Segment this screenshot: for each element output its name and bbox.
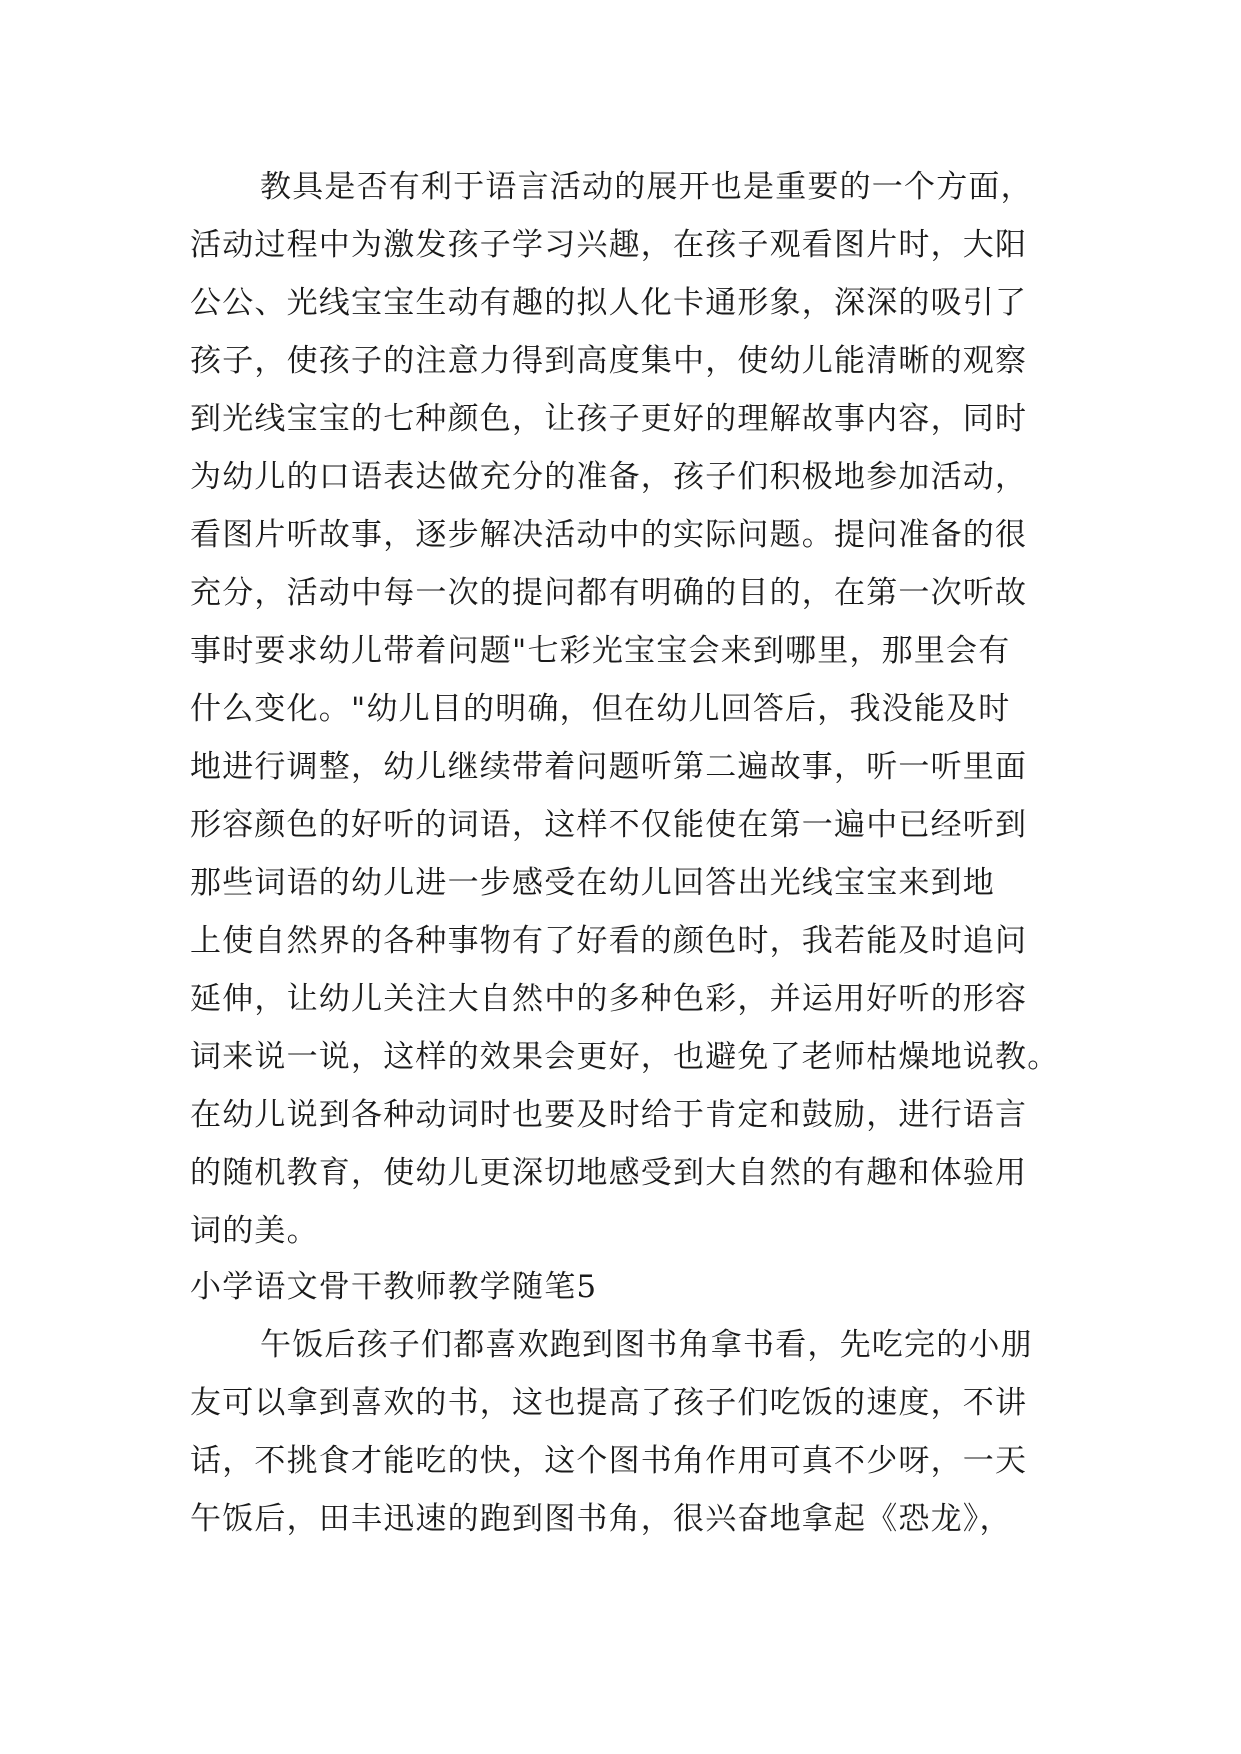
paragraph-1-line-3: 公公、光线宝宝生动有趣的拟人化卡通形象，深深的吸引了 <box>190 285 1028 321</box>
paragraph-2-line-1: 午饭后孩子们都喜欢跑到图书角拿书看，先吃完的小朋 <box>260 1327 1033 1363</box>
paragraph-1-line-6: 为幼儿的口语表达做充分的准备，孩子们积极地参加活动， <box>190 459 1028 495</box>
paragraph-1-line-5: 到光线宝宝的七种颜色，让孩子更好的理解故事内容，同时 <box>190 401 1028 437</box>
paragraph-1-line-7: 看图片听故事，逐步解决活动中的实际问题。提问准备的很 <box>190 517 1028 553</box>
paragraph-1-line-12: 形容颜色的好听的词语，这样不仅能使在第一遍中已经听到 <box>190 807 1028 843</box>
paragraph-1-line-16: 词来说一说，这样的效果会更好，也避免了老师枯燥地说教。 <box>190 1039 1060 1075</box>
paragraph-2-line-2: 友可以拿到喜欢的书，这也提高了孩子们吃饭的速度，不讲 <box>190 1385 1028 1421</box>
paragraph-1-line-13: 那些词语的幼儿进一步感受在幼儿回答出光线宝宝来到地 <box>190 865 995 901</box>
section-heading: 小学语文骨干教师教学随笔5 <box>190 1269 598 1305</box>
paragraph-2-line-4: 午饭后，田丰迅速的跑到图书角，很兴奋地拿起《恐龙》， <box>190 1501 1012 1537</box>
paragraph-1-line-9: 事时要求幼儿带着问题"七彩光宝宝会来到哪里，那里会有 <box>190 633 1011 669</box>
paragraph-1-line-17: 在幼儿说到各种动词时也要及时给于肯定和鼓励，进行语言 <box>190 1097 1028 1133</box>
paragraph-1-line-2: 活动过程中为激发孩子学习兴趣，在孩子观看图片时，大阳 <box>190 227 1028 263</box>
paragraph-2-line-3: 话，不挑食才能吃的快，这个图书角作用可真不少呀，一天 <box>190 1443 1028 1479</box>
paragraph-1-line-1: 教具是否有利于语言活动的展开也是重要的一个方面， <box>260 169 1033 205</box>
paragraph-1-line-15: 延伸，让幼儿关注大自然中的多种色彩，并运用好听的形容 <box>190 981 1028 1017</box>
paragraph-1-line-14: 上使自然界的各种事物有了好看的颜色时，我若能及时追问 <box>190 923 1028 959</box>
paragraph-1-line-10: 什么变化。"幼儿目的明确，但在幼儿回答后，我没能及时 <box>190 691 1011 727</box>
paragraph-1-line-19: 词的美。 <box>190 1213 319 1249</box>
paragraph-1-line-11: 地进行调整，幼儿继续带着问题听第二遍故事，听一听里面 <box>190 749 1028 785</box>
paragraph-1-line-4: 孩子，使孩子的注意力得到高度集中，使幼儿能清晰的观察 <box>190 343 1028 379</box>
paragraph-1-line-18: 的随机教育，使幼儿更深切地感受到大自然的有趣和体验用 <box>190 1155 1028 1191</box>
paragraph-1-line-8: 充分，活动中每一次的提问都有明确的目的，在第一次听故 <box>190 575 1028 611</box>
